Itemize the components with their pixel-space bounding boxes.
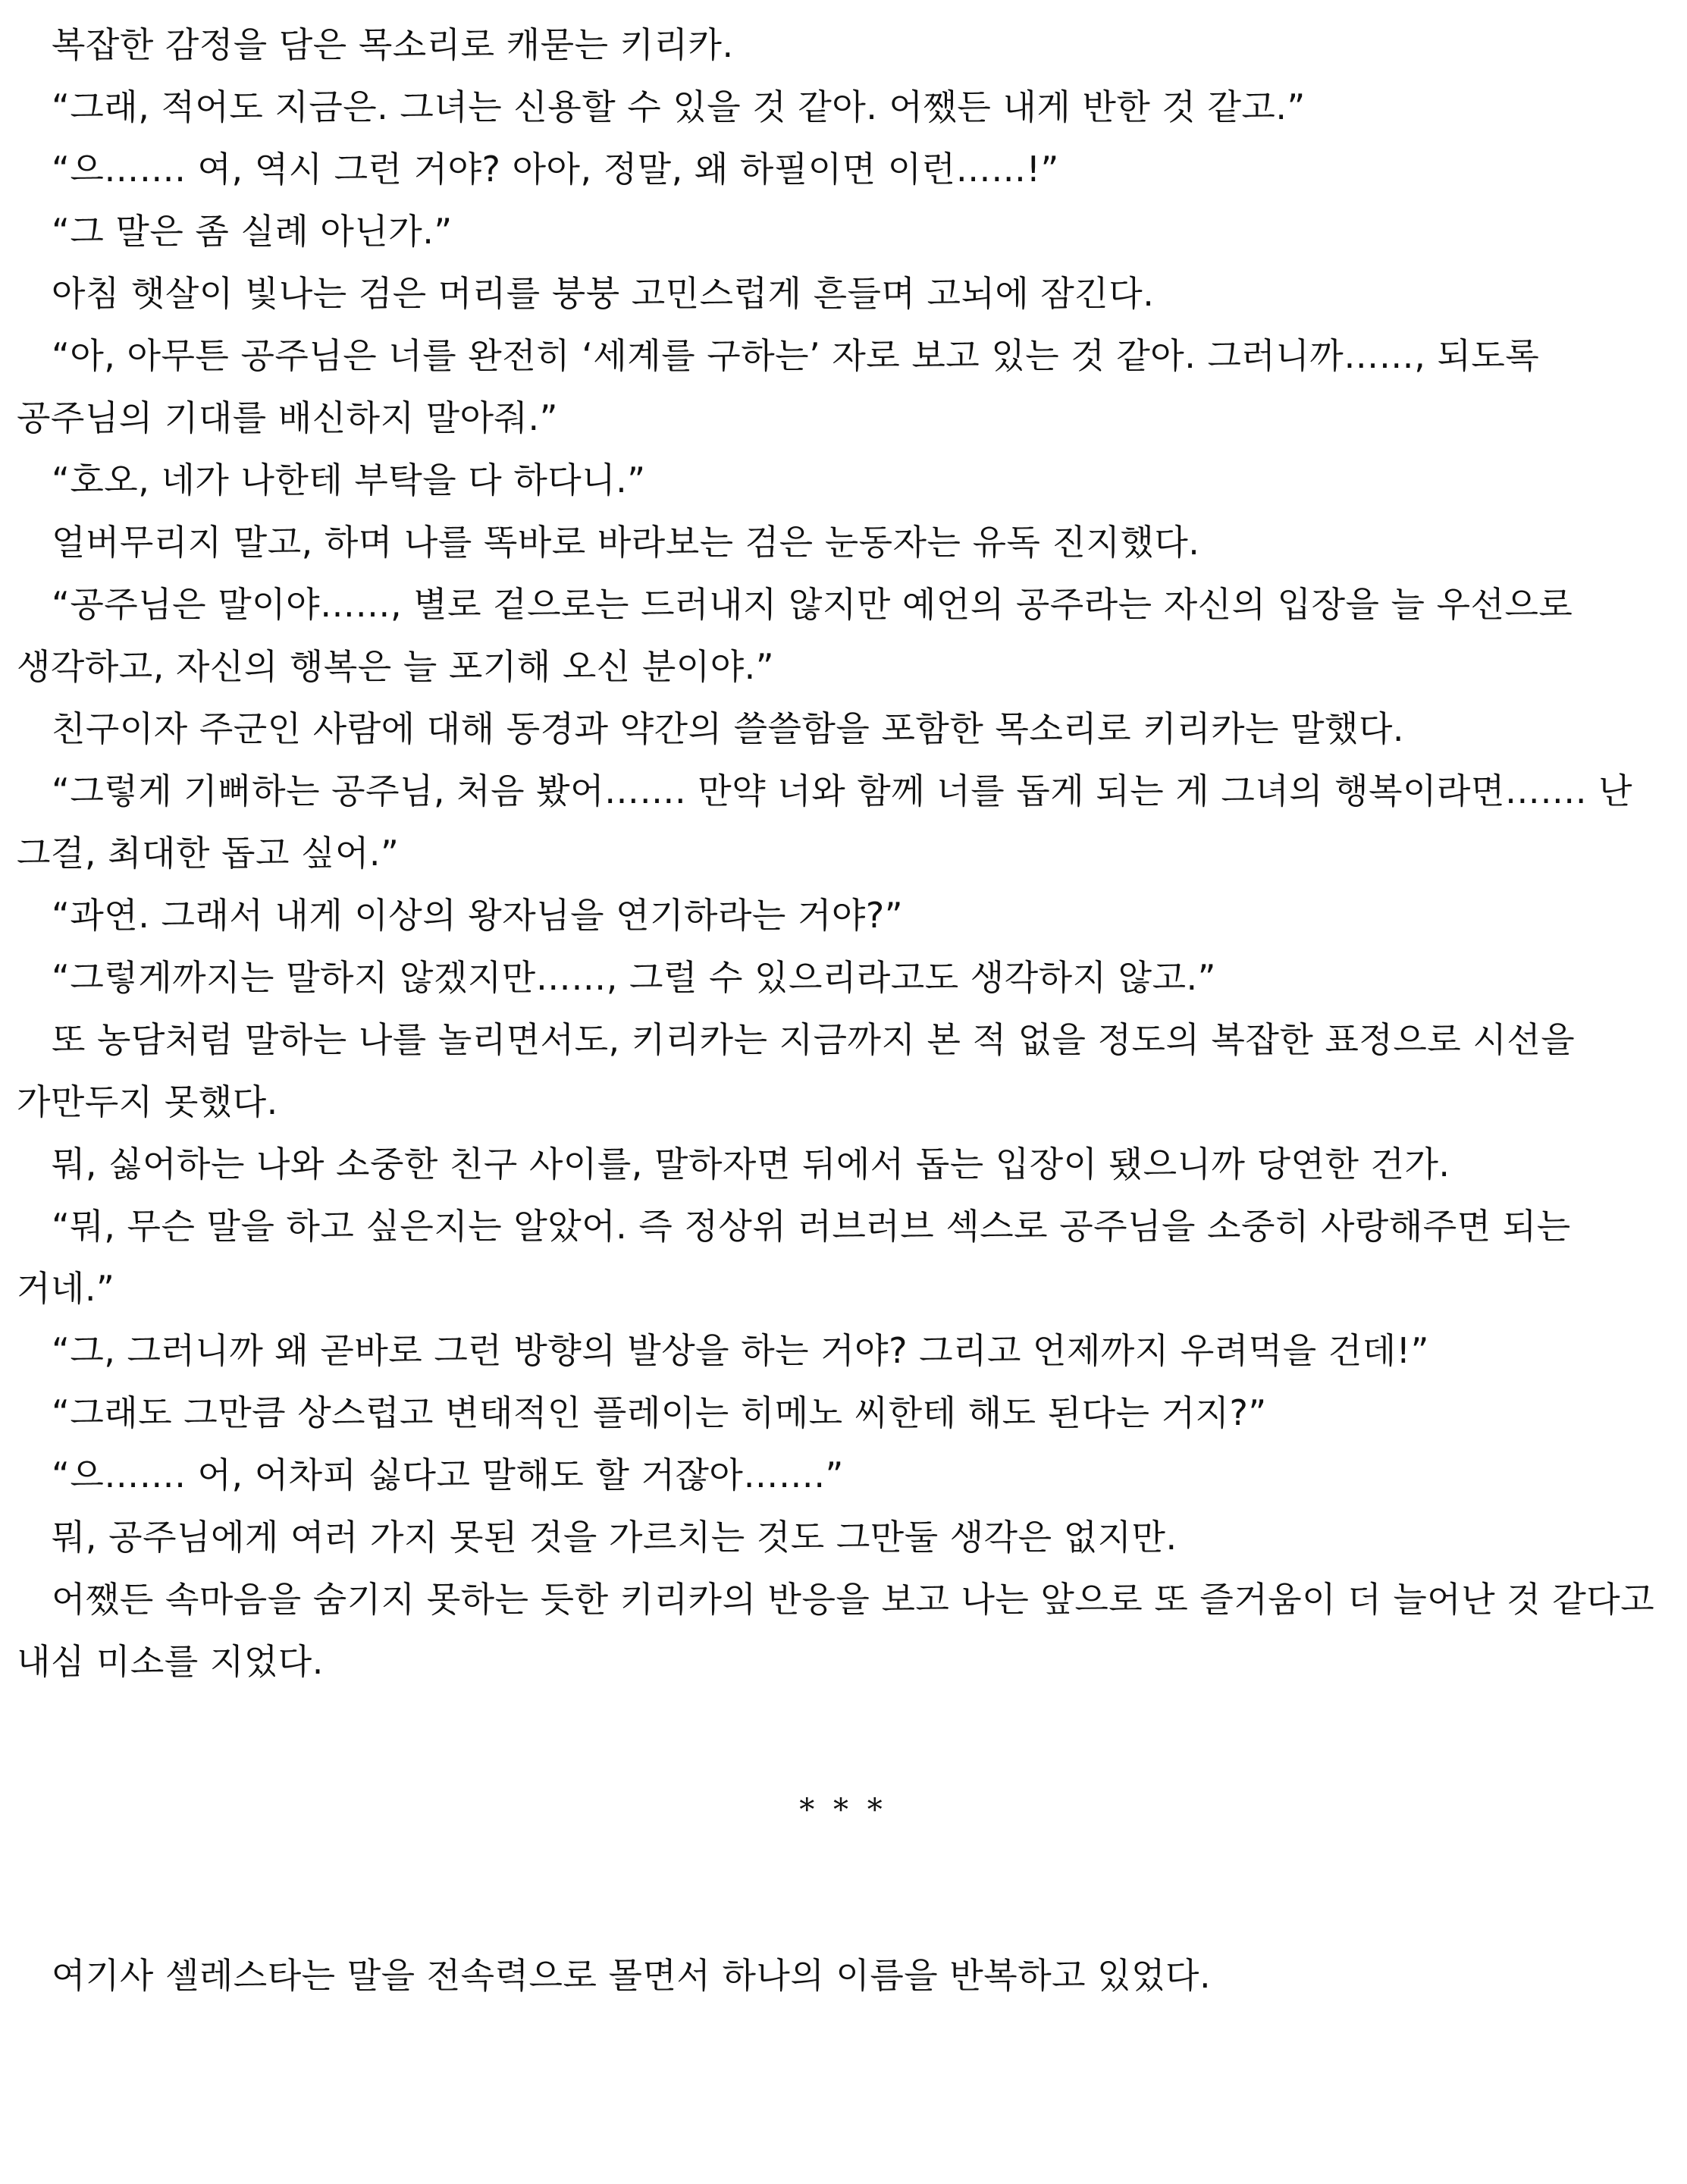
paragraph: “공주님은 말이야……, 별로 겉으로는 드러내지 않지만 예언의 공주라는 자신의 입장을 늘 우선으로 생각하고, 자신의 행복은 늘 포기해 오신 분이야.” [17,584,1573,687]
paragraph: 친구이자 주군인 사람에 대해 동경과 약간의 쓸쓸함을 포함한 목소리로 키리카는 말했다. [52,708,1405,749]
section-separator: * * * [799,1793,887,1828]
paragraph: 얼버무리지 말고, 하며 나를 똑바로 바라보는 검은 눈동자는 유독 진지했다. [52,522,1200,563]
paragraph: 또 농담처럼 말하는 나를 놀리면서도, 키리카는 지금까지 본 적 없을 정도의 복잡한 표정으로 시선을 가만두지 못했다. [17,1019,1576,1122]
paragraph: “으……. 여, 역시 그런 거야? 아아, 정말, 왜 하필이면 이런……!” [52,149,1059,190]
paragraph: 복잡한 감정을 담은 목소리로 캐묻는 키리카. [52,24,734,65]
paragraph: “으……. 어, 어차피 싫다고 말해도 할 거잖아…….” [52,1454,844,1495]
paragraph: “과연. 그래서 내게 이상의 왕자님을 연기하라는 거야?” [52,895,904,936]
paragraph: “뭐, 무슨 말을 하고 싶은지는 알았어. 즉 정상위 러브러브 섹스로 공주님을 소중히 사랑해주면 되는 거네.” [17,1206,1571,1309]
paragraph: “아, 아무튼 공주님은 너를 완전히 ‘세계를 구하는’ 자로 보고 있는 것 같아. 그러니까……, 되도록 공주님의 기대를 배신하지 말아줘.” [17,335,1540,438]
paragraph: “그래도 그만큼 상스럽고 변태적인 플레이는 히메노 씨한테 해도 된다는 거지?” [52,1392,1267,1433]
paragraph: “그렇게까지는 말하지 않겠지만……, 그럴 수 있으리라고도 생각하지 않고.” [52,957,1216,998]
paragraph: “그, 그러니까 왜 곧바로 그런 방향의 발상을 하는 거야? 그리고 언제까지 우려먹을 건데!” [52,1330,1429,1371]
document-page [17,14,1670,2007]
paragraph: 아침 햇살이 빛나는 검은 머리를 붕붕 고민스럽게 흔들며 고뇌에 잠긴다. [52,273,1155,314]
paragraph: 뭐, 공주님에게 여러 가지 못된 것을 가르치는 것도 그만둘 생각은 없지만. [52,1517,1177,1558]
paragraph: “그래, 적어도 지금은. 그녀는 신용할 수 있을 것 같아. 어쨌든 내게 반한 것 같고.” [52,86,1306,127]
paragraph: “그렇게 기뻐하는 공주님, 처음 봤어……. 만약 너와 함께 너를 돕게 되는 게 그녀의 행복이라면……. 난 그걸, 최대한 돕고 싶어.” [17,770,1633,874]
paragraph: 뭐, 싫어하는 나와 소중한 친구 사이를, 말하자면 뒤에서 돕는 입장이 됐으니까 당연한 건가. [52,1144,1450,1185]
paragraph: 어쨌든 속마음을 숨기지 못하는 듯한 키리카의 반응을 보고 나는 앞으로 또 즐거움이 더 늘어난 것 같다고 내심 미소를 지었다. [17,1579,1655,1682]
paragraph: “호오, 네가 나한테 부탁을 다 하다니.” [52,460,646,500]
paragraph: “그 말은 좀 실례 아닌가.” [52,211,453,252]
closing-paragraph: 여기사 셀레스타는 말을 전속력으로 몰면서 하나의 이름을 반복하고 있었다. [52,1955,1212,1996]
